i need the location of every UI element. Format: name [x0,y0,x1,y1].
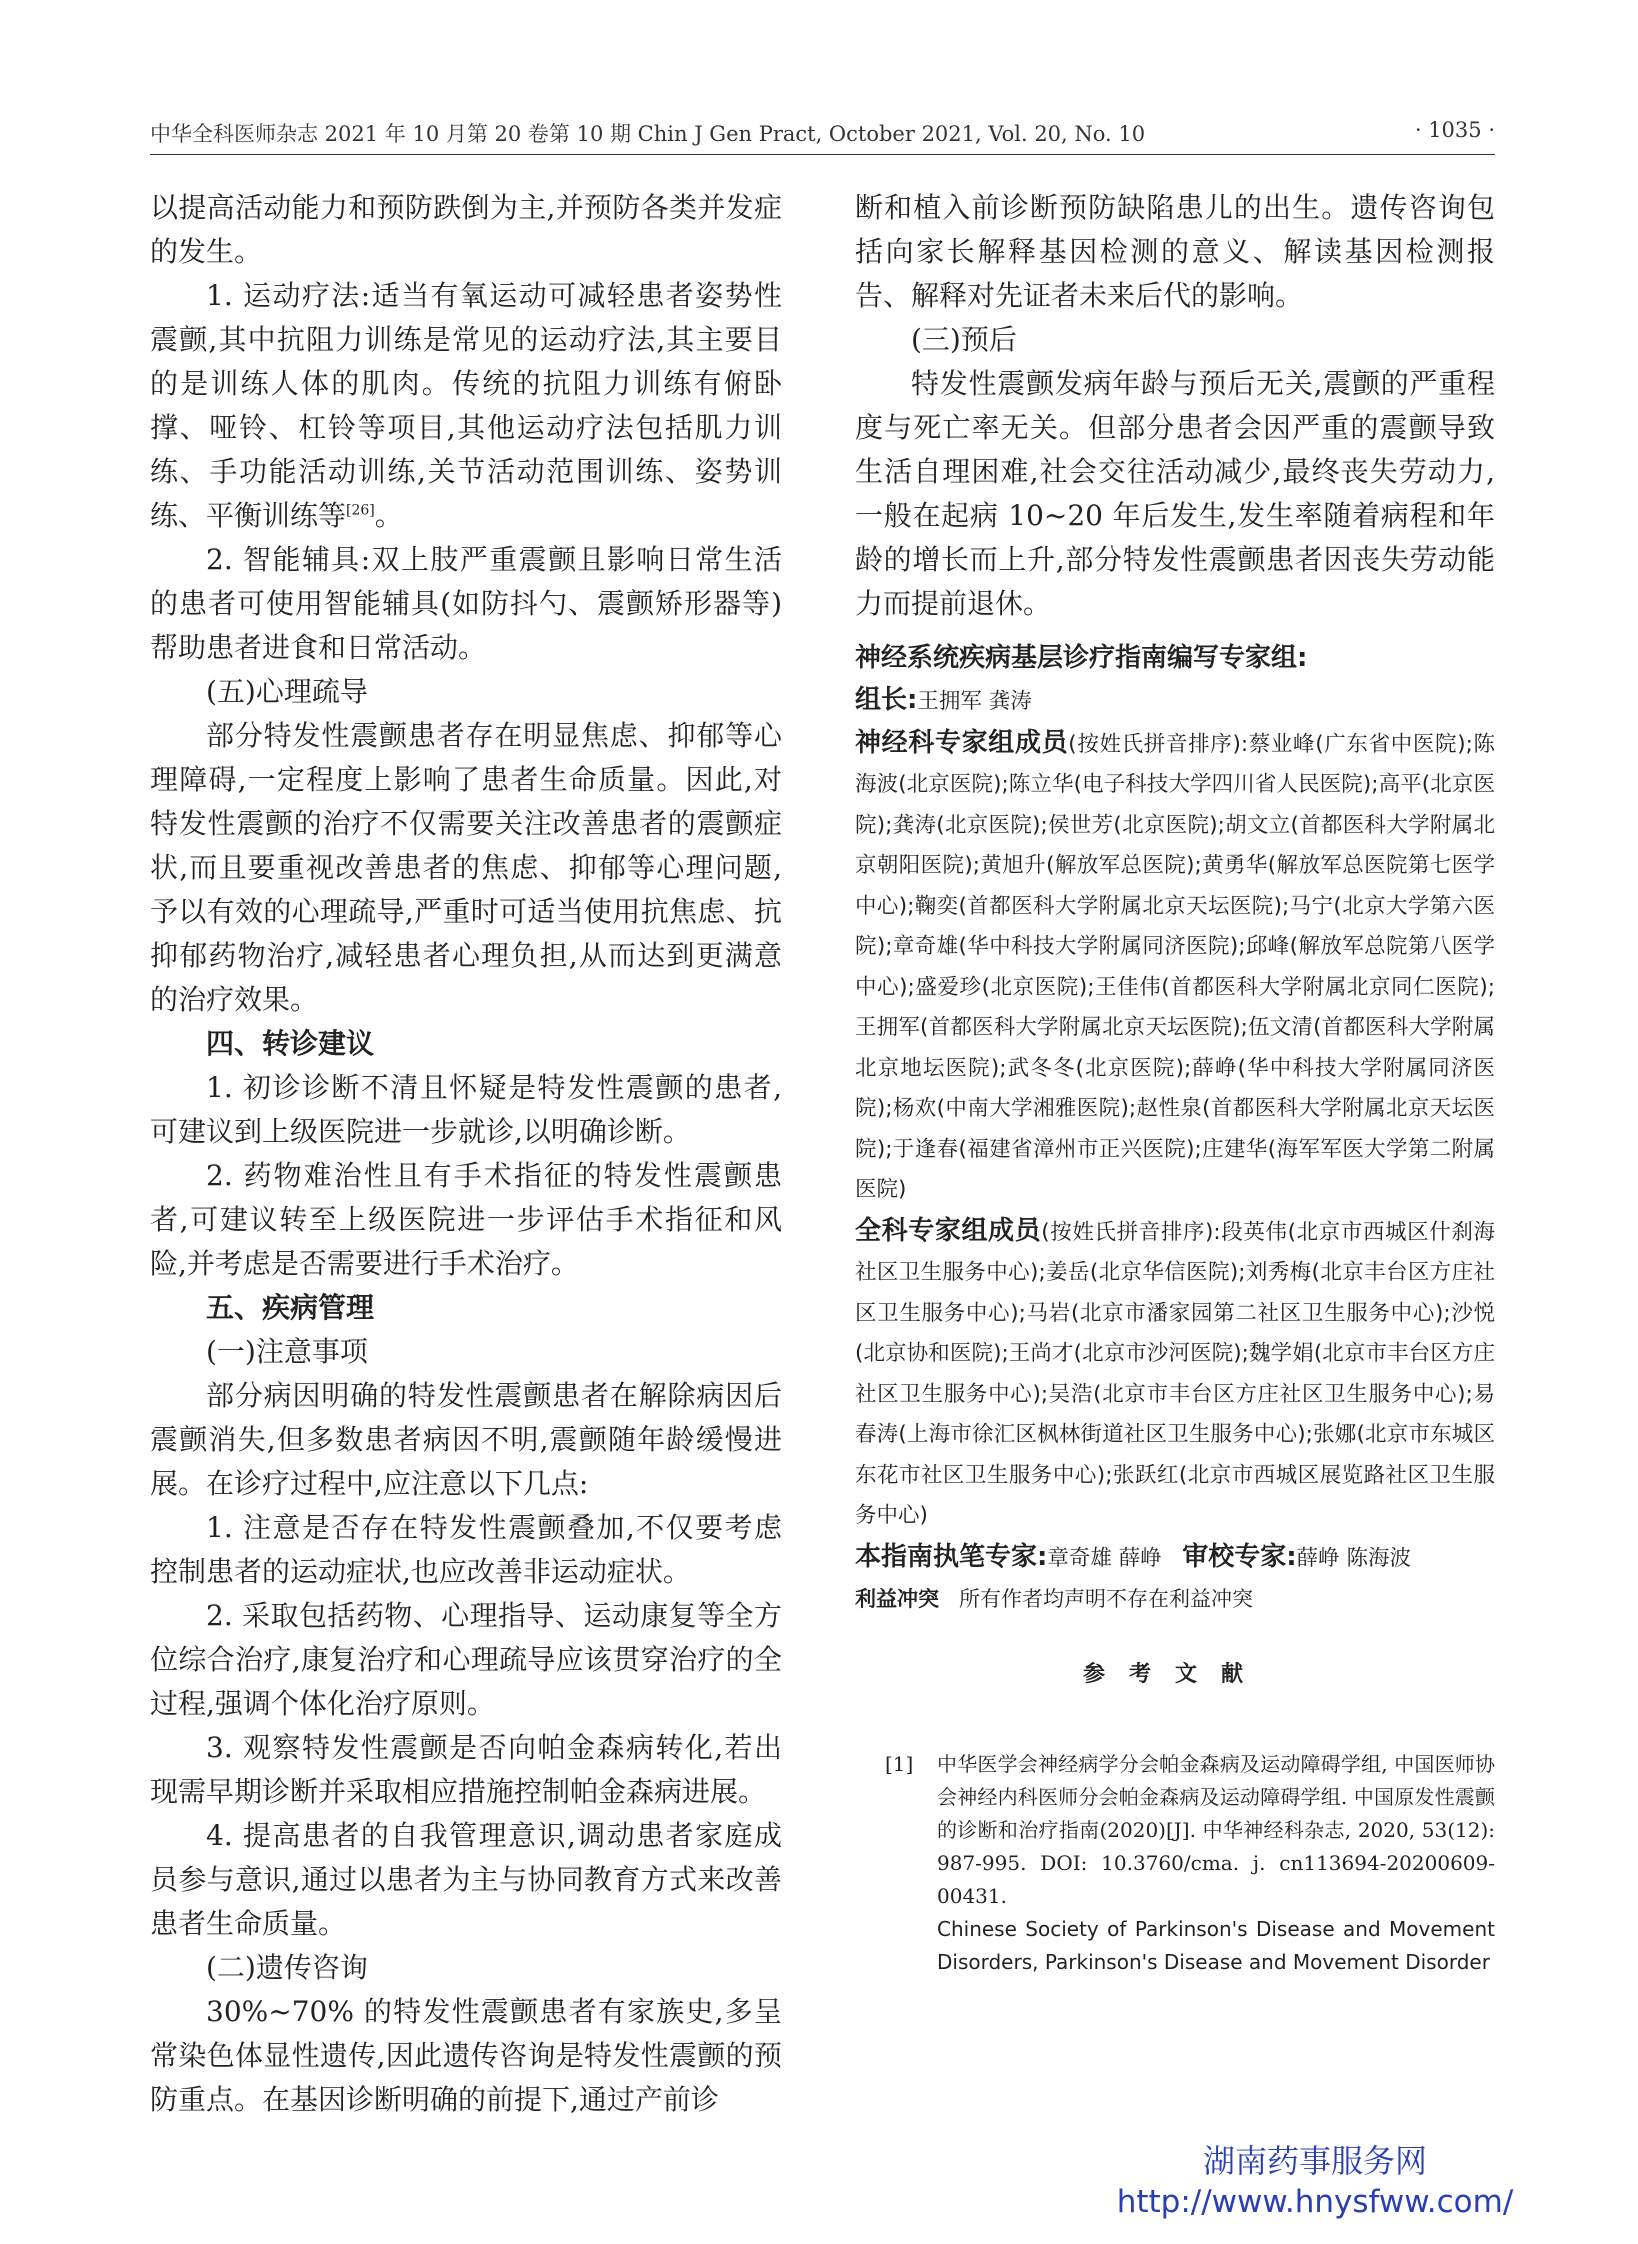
paragraph-text: 1. 运动疗法:适当有氧运动可减轻患者姿势性震颤,其中抗阻力训练是常见的运动疗法,其主要目的是训练人体的肌肉。传统的抗阻力训练有俯卧撑、哑铃、杠铃等项目,其他运动疗法包括肌力训练、手功能活动训练,关节活动范围训练、姿势训练、平衡训练等 [150,279,782,532]
reviewer-label: 审校专家: [1182,1541,1297,1572]
neuro-text: (按姓氏拼音排序):蔡业峰(广东省中医院);陈海波(北京医院);陈立华(电子科技大学四川省人民医院);高平(北京医院);龚涛(北京医院);侯世芳(北京医院);胡文立(首都医科大学附属北京朝阳医院);黄旭升(解放军总医院);黄勇华(解放军总医院第七医学中心);鞠奕(首都医科大学附属北京天坛医院);马宁(北京大学第六医院);章奇雄(华中科技大学附属同济医院);邱峰(解放军总院第八医学中心);盛爱珍(北京医院);王佳伟(首都医科大学附属北京同仁医院);王拥军(首都医科大学附属北京天坛医院);伍文清(首都医科大学附属北京地坛医院);武冬冬(北京医院);薛峥(华中科技大学附属同济医院);杨欢(中南大学湘雅医院);赵性泉(首都医科大学附属北京天坛医院);于逢春(福建省漳州市正兴医院);庄建华(海军军医大学第二附属医院) [855,731,1495,1202]
page-number: · 1035 · [1414,118,1495,142]
gp-label: 全科专家组成员 [855,1215,1042,1246]
citation: [26] [346,502,375,519]
paragraph: 3. 观察特发性震颤是否向帕金森病转化,若出现需早期诊断并采取相应措施控制帕金森病进展。 [150,1731,782,1808]
subheading-genetic: (二)遗传咨询 [206,1951,368,1984]
paragraph: 1. 初诊诊断不清且怀疑是特发性震颤的患者,可建议到上级医院进一步就诊,以明确诊断。 [150,1071,782,1148]
experts-leader [855,680,1495,723]
paragraph-aids: 2. 智能辅具:双上肢严重震颤且影响日常生活的患者可使用智能辅具(如防抖勺、震颤矫形器等)帮助患者进食和日常活动。 [150,543,782,664]
conflict-of-interest [855,1579,1495,1619]
reviewer-names: 薛峥 陈海波 [1296,1545,1412,1571]
watermark [1105,2140,1525,2222]
reference-number: [1] [885,1752,914,1776]
watermark-url: http://www.hnysfww.com/ [1116,2184,1514,2220]
left-column [150,186,782,2122]
right-column [855,186,1495,1979]
reference-text-en: Chinese Society of Parkinson's Disease and Movement Disorders, Parkinson's Disease and Movement Disorder [937,1917,1495,1974]
paragraph: 30%~70% 的特发性震颤患者有家族史,多呈常染色体显性遗传,因此遗传咨询是特发性震颤的预防重点。在基因诊断明确的前提下,通过产前诊 [150,1995,782,2116]
experts-neuro [855,723,1495,1211]
paragraph: 2. 采取包括药物、心理指导、运动康复等全方位综合治疗,康复治疗和心理疏导应该贯穿治疗的全过程,强调个体化治疗原则。 [150,1599,782,1720]
references-title: 参考文献 [1082,1662,1267,1687]
reference-text-cn: 中华医学会神经病学分会帕金森病及运动障碍学组, 中国医师协会神经内科医师分会帕金森病及运动障碍学组. 中国原发性震颤的诊断和治疗指南(2020)[J]. 中华神经科杂志, 2020, 53(12): 987-995. DOI: 10.3760/cma. j. cn113694-20200609-00431. [937,1752,1495,1908]
writer-names: 章奇雄 薛峥 [1047,1545,1162,1571]
paragraph: 4. 提高患者的自我管理意识,调动患者家庭成员参与意识,通过以患者为主与协同教育方式来改善患者生命质量。 [150,1819,782,1940]
leader-names: 王拥军 龚涛 [917,689,1032,714]
coi-label: 利益冲突 [855,1587,939,1611]
paragraph: 以提高活动能力和预防跌倒为主,并预防各类并发症的发生。 [150,191,782,268]
section-heading-referral: 四、转诊建议 [206,1027,375,1060]
experts-writers [855,1537,1495,1580]
experts-title: 神经系统疾病基层诊疗指南编写专家组: [855,643,1308,673]
writer-label: 本指南执笔专家: [855,1541,1048,1572]
paragraph: 部分病因明确的特发性震颤患者在解除病因后震颤消失,但多数患者病因不明,震颤随年龄缓慢进展。在诊疗过程中,应注意以下几点: [150,1379,782,1500]
reference-item [855,1748,1495,1979]
section-heading-management: 五、疾病管理 [206,1291,375,1324]
paragraph: 断和植入前诊断预防缺陷患儿的出生。遗传咨询包括向家长解释基因检测的意义、解读基因检测报告、解释对先证者未来后代的影响。 [855,191,1495,312]
subheading-psych: (五)心理疏导 [206,675,368,708]
journal-citation: 中华全科医师杂志 2021 年 10 月第 20 卷第 10 期 Chin J Gen Pract, October 2021, Vol. 20, No. 10 [150,122,1146,146]
paragraph: 2. 药物难治性且有手术指征的特发性震颤患者,可建议转至上级医院进一步评估手术指征和风险,并考虑是否需要进行手术治疗。 [150,1159,782,1280]
paragraph-exercise [150,274,782,538]
watermark-name: 湖南药事服务网 [1202,2142,1427,2180]
running-header [150,114,1495,155]
leader-label: 组长: [855,685,918,715]
coi-text: 所有作者均声明不存在利益冲突 [959,1587,1253,1611]
subheading-notes: (一)注意事项 [206,1335,368,1368]
gp-text: (按姓氏拼音排序):段英伟(北京市西城区什刹海社区卫生服务中心);姜岳(北京华信医院);刘秀梅(北京丰台区方庄社区卫生服务中心);马岩(北京市潘家园第二社区卫生服务中心);沙悦(北京协和医院);王尚才(北京市沙河医院);魏学娟(北京市丰台区方庄社区卫生服务中心);吴浩(北京市丰台区方庄社区卫生服务中心);易春涛(上海市徐汇区枫林街道社区卫生服务中心);张娜(北京市东城区东花市社区卫生服务中心);张跃红(北京市西城区展览路社区卫生服务中心) [855,1219,1495,1528]
paragraph-psych: 部分特发性震颤患者存在明显焦虑、抑郁等心理障碍,一定程度上影响了患者生命质量。因此,对特发性震颤的治疗不仅需要关注改善患者的震颤症状,而且要重视改善患者的焦虑、抑郁等心理问题,予以有效的心理疏导,严重时可适当使用抗焦虑、抗抑郁药物治疗,减轻患者心理负担,从而达到更满意的治疗效果。 [150,719,782,1016]
subheading-prognosis: (三)预后 [911,323,1017,356]
paragraph-prognosis: 特发性震颤发病年龄与预后无关,震颤的严重程度与死亡率无关。但部分患者会因严重的震颤导致生活自理困难,社会交往活动减少,最终丧失劳动力,一般在起病 10~20 年后发生,发生率随着病程和年龄的增长而上升,部分特发性震颤患者因丧失劳动能力而提前退休。 [855,367,1495,620]
neuro-label: 神经科专家组成员 [855,727,1069,758]
paragraph-end: 。 [374,499,403,532]
paragraph: 1. 注意是否存在特发性震颤叠加,不仅要考虑控制患者的运动症状,也应改善非运动症状。 [150,1511,782,1588]
experts-gp [855,1211,1495,1537]
